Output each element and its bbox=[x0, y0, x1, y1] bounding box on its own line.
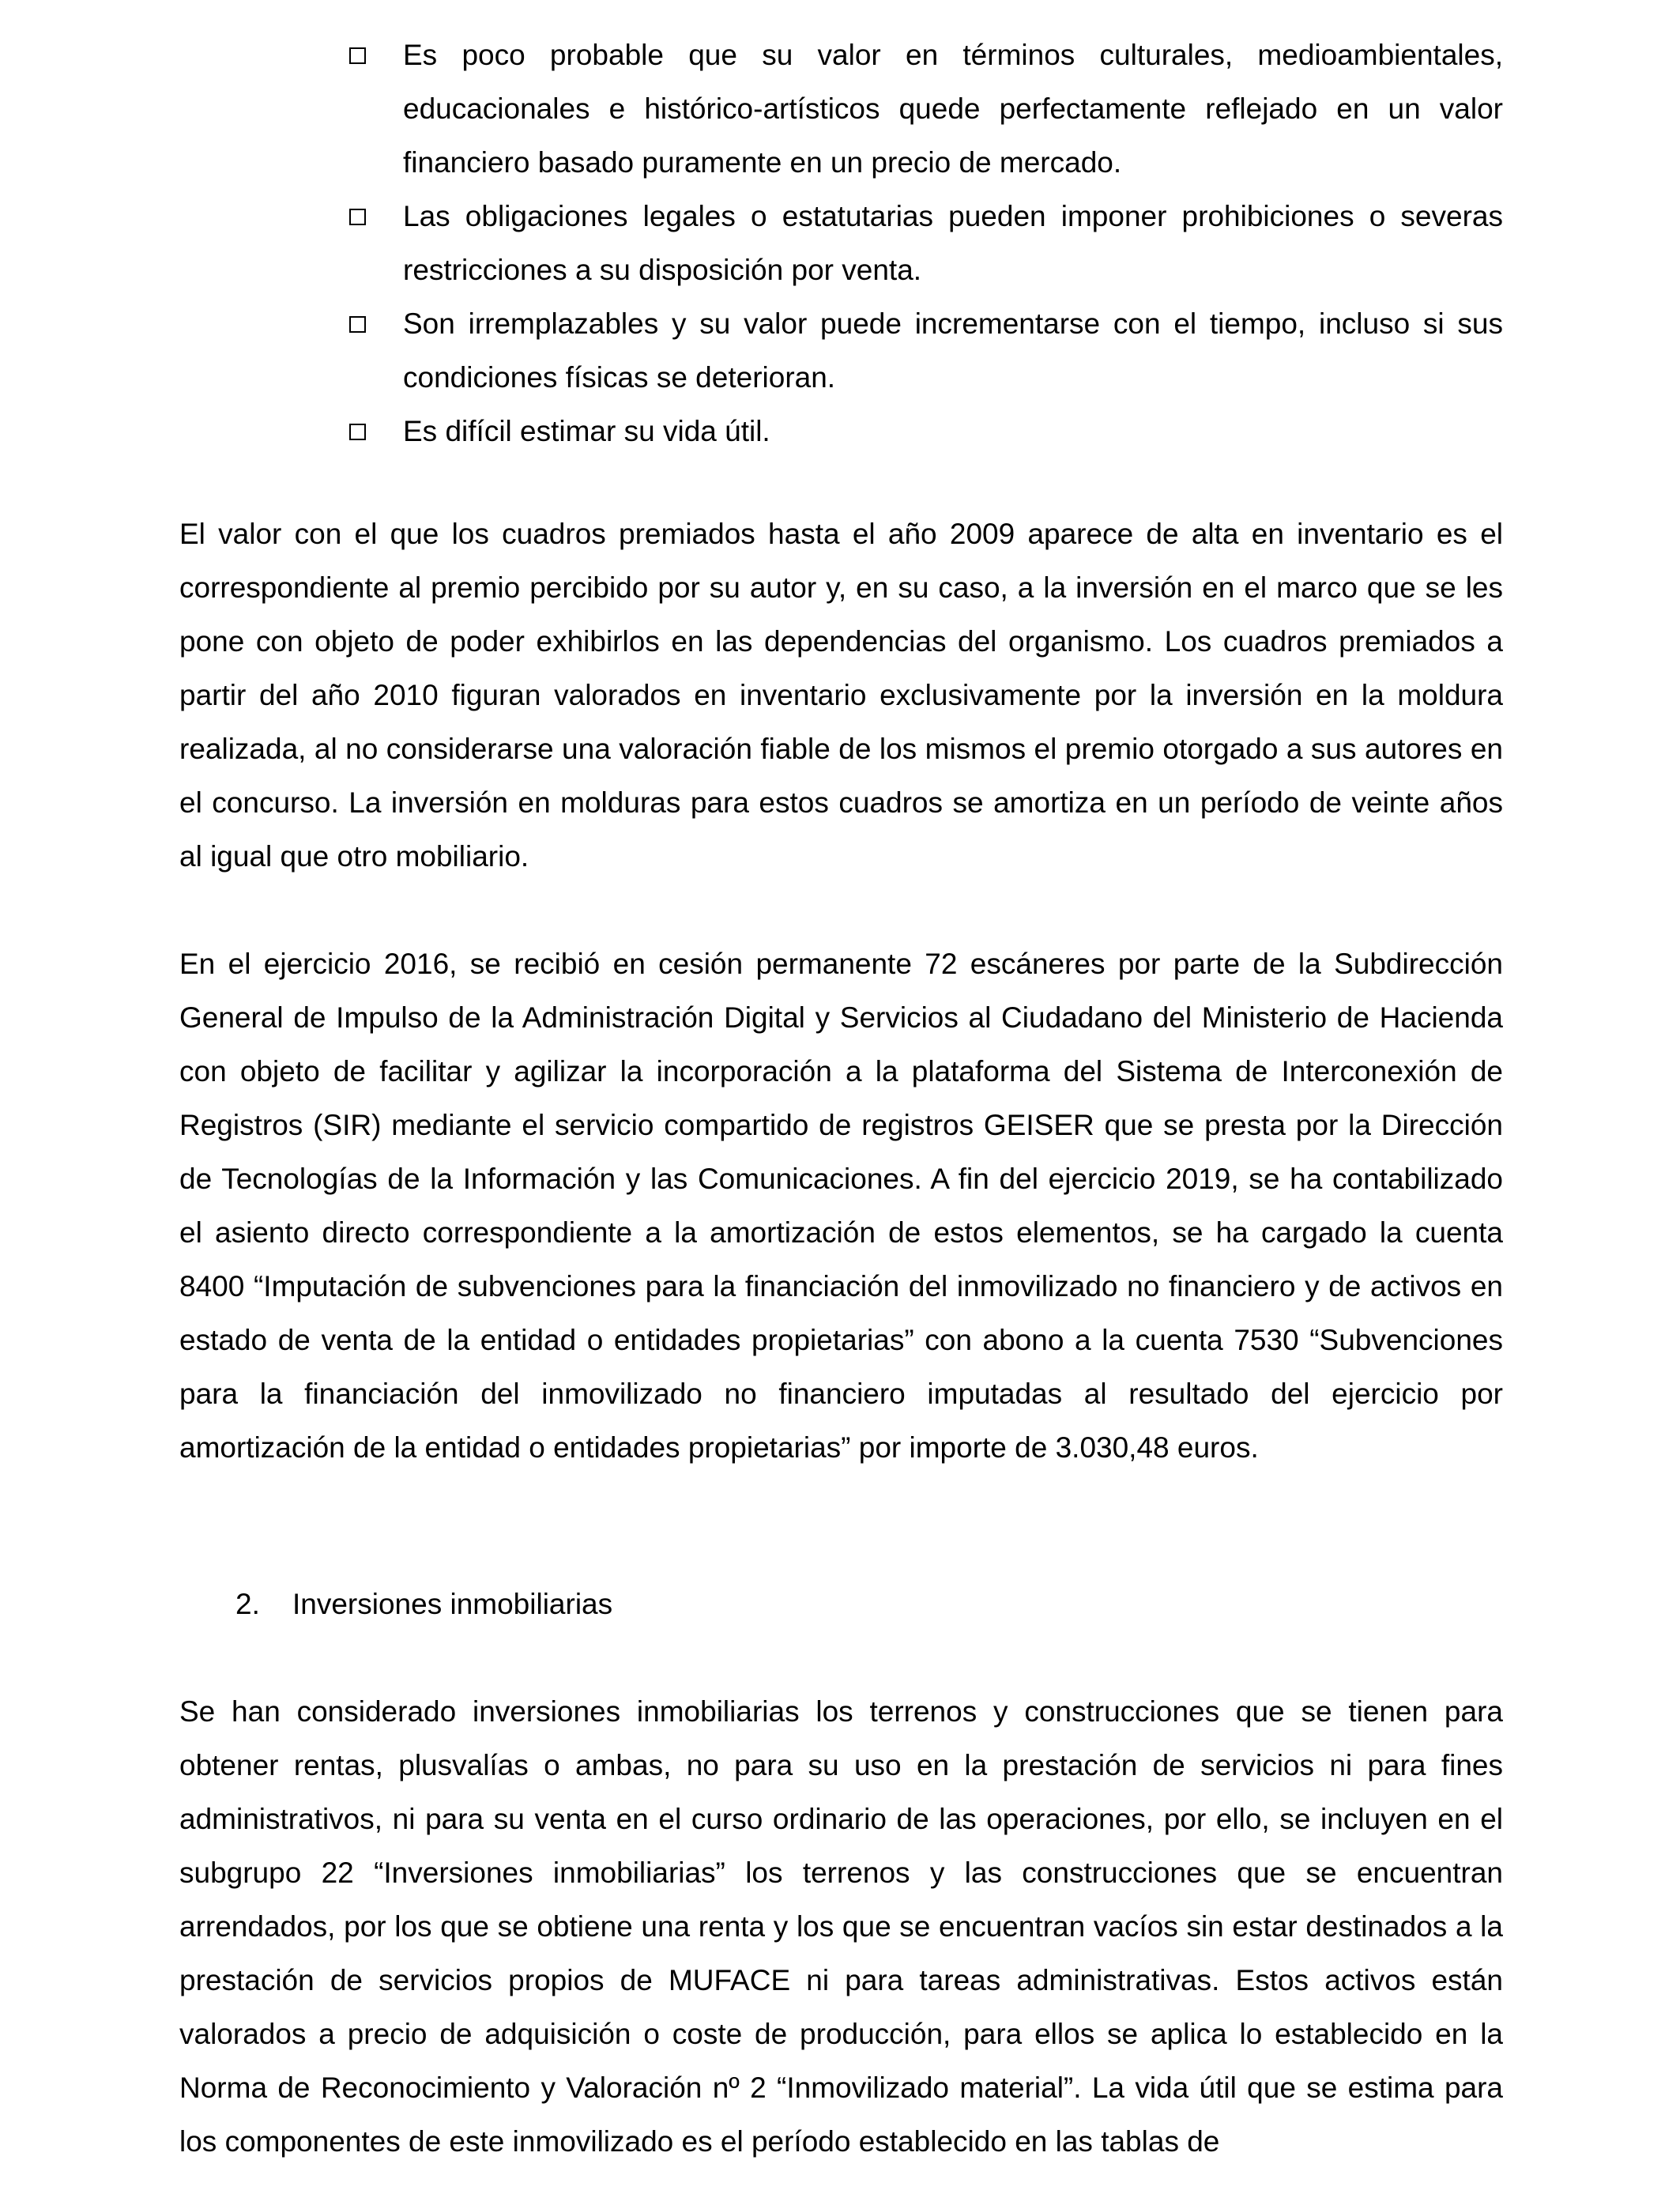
paragraph-inversiones: Se han considerado inversiones inmobiliarias los terrenos y construcciones que se tienen para obtener rentas, plusvalías o ambas, no para su uso en la prestación de servicios ni para fines administrativos, ni para su venta en el curso ordinario de las operaciones, por ello, se incluyen en el subgrupo 22 “Inversiones inmobiliarias” los terrenos y las construcciones que se encuentran arrendados, por los que se obtiene una renta y los que se encuentran vacíos sin estar destinados a la prestación de servicios propios de MUFACE ni para tareas administrativas. Estos activos están valorados a precio de adquisición o coste de producción, para ellos se aplica lo establecido en la Norma de Reconocimiento y Valoración nº 2 “Inmovilizado material”. La vida útil que se estima para los componentes de este inmovilizado es el período establecido en las tablas de bbox=[179, 1695, 1503, 2158]
section-heading bbox=[235, 1578, 612, 1631]
bullet-text: Es difícil estimar su vida útil. bbox=[403, 415, 770, 447]
list-item bbox=[341, 405, 1503, 458]
checkbox-bullet-icon bbox=[349, 316, 366, 333]
paragraph-escaneres: En el ejercicio 2016, se recibió en cesión permanente 72 escáneres por parte de la Subdirección General de Impulso de la Administración Digital y Servicios al Ciudadano del Ministerio de Hacienda con objeto de facilitar y agilizar la incorporación a la plataforma del Sistema de Interconexión de Registros (SIR) mediante el servicio compartido de registros GEISER que se presta por la Dirección de Tecnologías de la Información y las Comunicaciones. A fin del ejercicio 2019, se ha contabilizado el asiento directo correspondiente a la amortización de estos elementos, se ha cargado la cuenta 8400 “Imputación de subvenciones para la financiación del inmovilizado no financiero y de activos en estado de venta de la entidad o entidades propietarias” con abono a la cuenta 7530 “Subvenciones para la financiación del inmovilizado no financiero imputadas al resultado del ejercicio por amortización de la entidad o entidades propietarias” por importe de 3.030,48 euros. bbox=[179, 948, 1503, 1464]
checkbox-bullet-icon bbox=[349, 209, 366, 225]
bullet-text: Las obligaciones legales o estatutarias pueden imponer prohibiciones o severas restricciones a su disposición por venta. bbox=[403, 200, 1503, 286]
list-item bbox=[341, 190, 1503, 297]
paragraph-cuadros: El valor con el que los cuadros premiados hasta el año 2009 aparece de alta en inventario es el correspondiente al premio percibido por su autor y, en su caso, a la inversión en el marco que se les pone con objeto de poder exhibirlos en las dependencias del organismo. Los cuadros premiados a partir del año 2010 figuran valorados en inventario exclusivamente por la inversión en la moldura realizada, al no considerarse una valoración fiable de los mismos el premio otorgado a sus autores en el concurso. La inversión en molduras para estos cuadros se amortiza en un período de veinte años al igual que otro mobiliario. bbox=[179, 518, 1503, 873]
bullet-list bbox=[341, 28, 1503, 458]
bullet-text: Es poco probable que su valor en términos culturales, medioambientales, educacionales e histórico-artísticos quede perfectamente reflejado en un valor financiero basado puramente en un precio de mercado. bbox=[403, 39, 1503, 179]
list-item bbox=[341, 297, 1503, 405]
checkbox-bullet-icon bbox=[349, 424, 366, 440]
section-title: Inversiones inmobiliarias bbox=[292, 1588, 613, 1620]
list-item bbox=[341, 28, 1503, 190]
checkbox-bullet-icon bbox=[349, 47, 366, 64]
section-number: 2. bbox=[235, 1588, 260, 1620]
bullet-text: Son irremplazables y su valor puede incrementarse con el tiempo, incluso si sus condiciones físicas se deterioran. bbox=[403, 307, 1503, 394]
